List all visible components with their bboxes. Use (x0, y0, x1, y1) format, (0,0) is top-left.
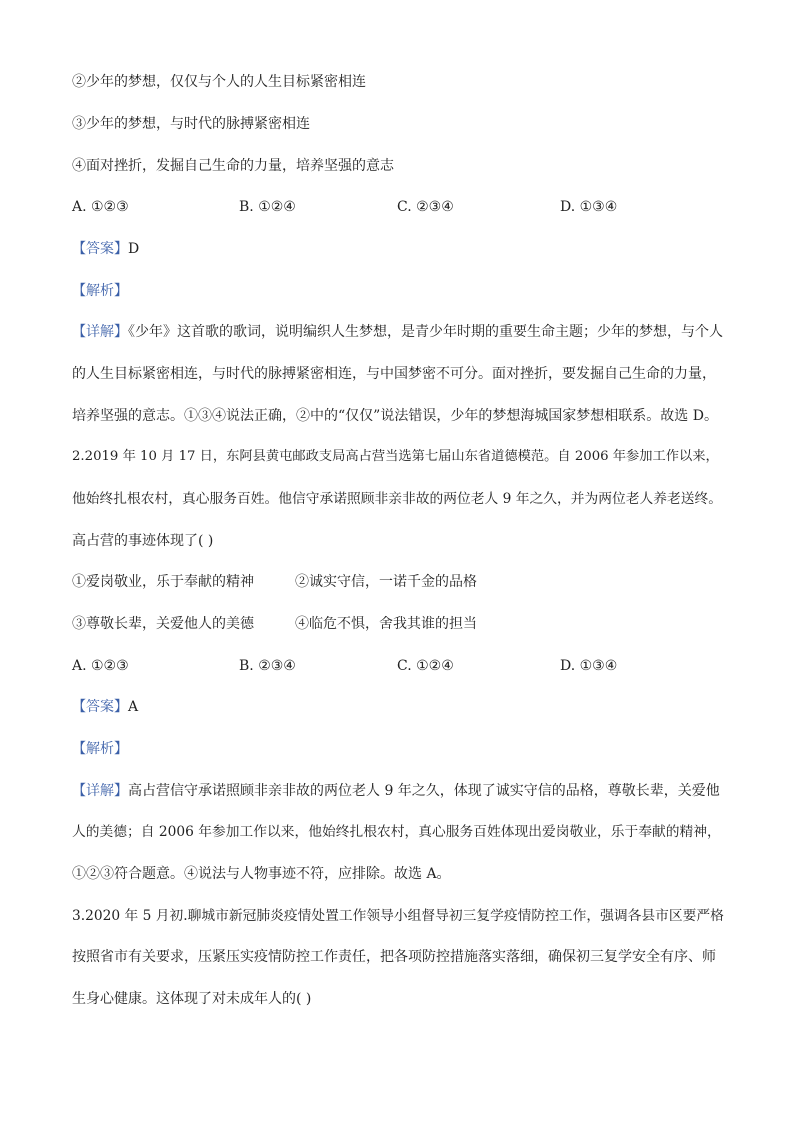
q1-option-a: A. ①②③ (72, 199, 129, 215)
q2-answer-value: A (128, 699, 139, 715)
q1-statement-2: ②少年的梦想，仅仅与个人的人生目标紧密相连 (72, 74, 366, 90)
q2-stem-line-3: 高占营的事迹体现了( ) (72, 533, 214, 549)
q2-detail-line-2: 人的美德；自 2006 年参加工作以来，他始终扎根农村，真心服务百姓体现出爱岗敬业，乐于奉献的精神， (72, 824, 721, 840)
q2-answer-label: 【答案】 (72, 699, 128, 715)
q1-option-b: B. ①②④ (239, 199, 296, 215)
q2-detail-line-3: ①②③符合题意。④说法与人物事迹不符，应排除。故选 A。 (72, 866, 451, 882)
q2-analysis-label: 【解析】 (72, 741, 128, 757)
q1-answer (72, 239, 724, 259)
q1-answer-label: 【答案】 (72, 241, 128, 257)
q2-option-d: D. ①③④ (560, 658, 618, 674)
q1-analysis-label: 【解析】 (72, 283, 128, 299)
q2-detail-line-1: 【详解】高占营信守承诺照顾非亲非故的两位老人 9 年之久，体现了诚实守信的品格，尊敬长辈，关爱他 (72, 783, 720, 799)
q1-options (72, 197, 724, 217)
q2-choice-4: ④临危不惧，舍我其谁的担当 (295, 616, 477, 632)
q3-stem-line-2: 按照省市有关要求，压紧压实疫情防控工作责任，把各项防控措施落实落细，确保初三复学安全有序、师 (72, 949, 716, 965)
q1-option-d: D. ①③④ (560, 199, 618, 215)
q2-choice-3: ③尊敬长辈，关爱他人的美德 (72, 616, 254, 632)
q2-option-b: B. ②③④ (239, 658, 296, 674)
q1-option-c: C. ②③④ (397, 199, 454, 215)
q2-choice-1: ①爱岗敬业，乐于奉献的精神 (72, 574, 254, 590)
q1-statement-3: ③少年的梦想，与时代的脉搏紧密相连 (72, 116, 310, 132)
q2-stem-line-2: 他始终扎根农村，真心服务百姓。他信守承诺照顾非亲非故的两位老人 9 年之久，并为两位老人养老送终。 (72, 491, 722, 507)
q1-detail-line-2: 的人生目标紧密相连，与时代的脉搏紧密相连，与中国梦密不可分。面对挫折，要发掘自己生命的力量， (72, 366, 716, 382)
q1-detail-label: 【详解】 (72, 324, 128, 340)
q2-choice-2: ②诚实守信，一诺千金的品格 (295, 574, 477, 590)
q2-stem-line-1: 2.2019 年 10 月 17 日，东阿县黄屯邮政支局高占营当选第七届山东省道德模范。自 2006 年参加工作以来， (72, 449, 719, 464)
q3-stem-line-1: 3.2020 年 5 月初.聊城市新冠肺炎疫情处置工作领导小组督导初三复学疫情防控工作，强调各县市区要严格 (72, 908, 724, 924)
q1-detail-line-1: 【详解】《少年》这首歌的歌词，说明编织人生梦想，是青少年时期的重要生命主题；少年的梦想，与个人 (72, 324, 723, 340)
q2-option-a: A. ①②③ (72, 658, 129, 674)
q2-choices-row-2 (72, 614, 724, 634)
q1-answer-value: D (128, 241, 140, 257)
q2-options (72, 656, 724, 676)
q2-detail-label: 【详解】 (72, 783, 128, 799)
q2-option-c: C. ①②④ (397, 658, 454, 674)
q3-stem-line-3: 生身心健康。这体现了对未成年人的( ) (72, 991, 312, 1007)
q2-choices-row-1 (72, 572, 724, 592)
q1-statement-4: ④面对挫折，发掘自己生命的力量，培养坚强的意志 (72, 158, 394, 174)
q1-detail-line-3: 培养坚强的意志。①③④说法正确，②中的“仅仅”说法错误，少年的梦想海城国家梦想相联系。故选 D。 (72, 408, 718, 424)
q2-answer (72, 697, 724, 717)
